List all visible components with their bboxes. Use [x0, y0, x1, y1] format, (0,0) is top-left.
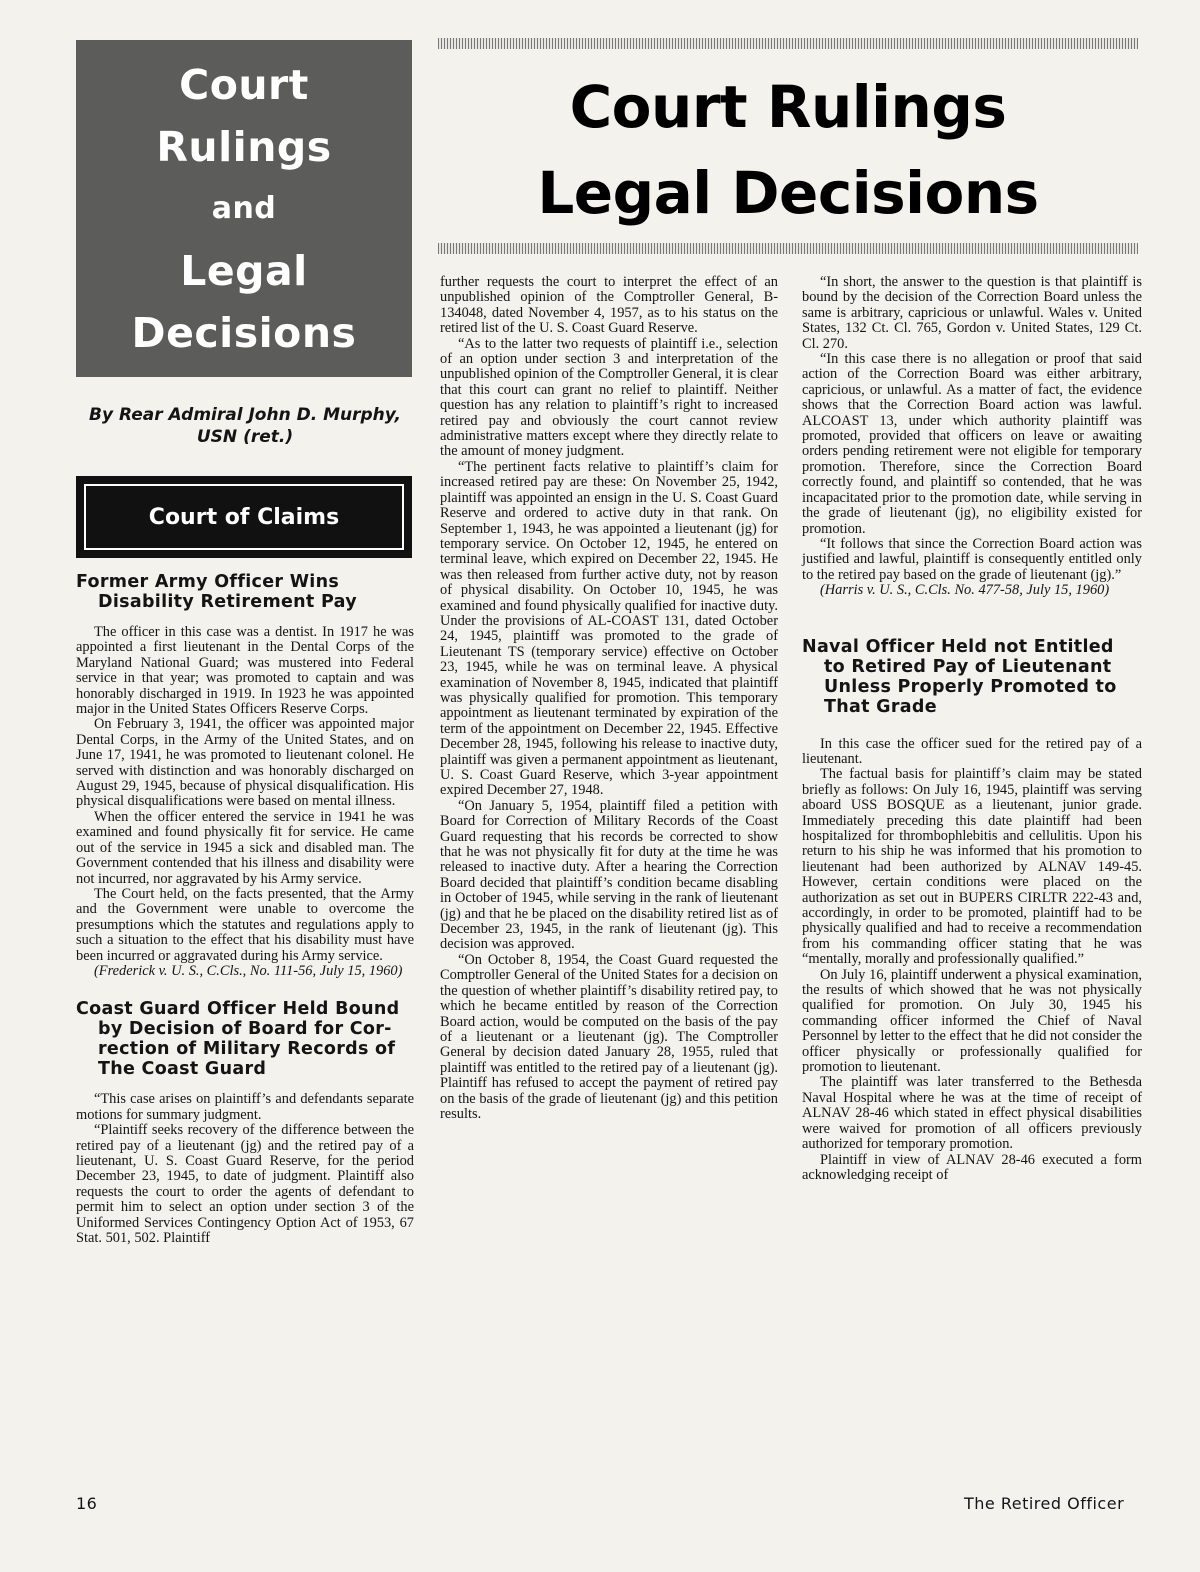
byline [70, 404, 420, 448]
title-line: and [211, 190, 277, 226]
article-heading [802, 637, 1142, 717]
paragraph: “This case arises on plaintiff’s and defendants separate motions for summary judgment. [76, 1091, 414, 1123]
heading-line: by Decision of Board for Cor- [98, 1019, 392, 1040]
paragraph: “Plaintiff seeks recovery of the difference between the retired pay of a lieutenant (jg) and the retired pay of a lieutenant, U. S. Coast Guard Reserve, for the period December 23, 1945, to date of judgment. Plaintiff also requests the court to order the agents of defendant to permit him to select an option under section 3 of the Uniformed Services Contingency Option Act of 1953, 67 Stat. 501, 502. Plaintiff [76, 1122, 414, 1246]
paragraph: The officer in this case was a dentist. In 1917 he was appointed a first lieutenant in the Dental Corps of the Maryland National Guard; was mustered into Federal service in that year; was promoted to captain and was honorably discharged in 1919. In 1923 he was appointed major in the United States Officers Reserve Corps. [76, 624, 414, 718]
title-box [76, 40, 412, 377]
heading-line: That Grade [824, 696, 937, 717]
byline-line: USN (ret.) [196, 427, 294, 447]
heading-line: Disability Retirement Pay [98, 592, 357, 612]
paragraph: The Court held, on the facts presented, that the Army and the Government were unable to overcome the presumptions which the statutes and regulations apply to such a situation to the effect that his disability must have been incurred or aggravated during his Army service. [76, 885, 414, 964]
byline-line: By Rear Admiral John D. Murphy, [89, 405, 401, 425]
heading-line: rection of Military Records of [98, 1039, 396, 1060]
paragraph: “On October 8, 1954, the Coast Guard requested the Comptroller General of the United States for a decision on the question of whether plaintiff’s disability retired pay, to which he became entitled by reason of the Correction Board action, would be computed on the basis of the pay of a lieutenant or a lieutenant (jg). The Comptroller General by decision dated January 28, 1955, ruled that plaintiff was entitled to the retired pay of a lieutenant (jg). Plaintiff has refused to accept the payment of retired pay on the basis of the grade of lieutenant (jg) and this petition results. [440, 951, 778, 1122]
heading-line: The Coast Guard [98, 1059, 267, 1080]
masthead-line: Legal Decisions [537, 159, 1039, 227]
paragraph: The factual basis for plaintiff’s claim may be stated briefly as follows: On July 16, 1945, plaintiff was serving aboard USS BOSQUE as a lieutenant, junior grade. Immediately preceding this date plaintiff had been hospitalized for thrombophlebitis and cellulitis. Upon his return to his ship he was informed that his promotion to lieutenant had been authorized by ALNAV 149-45. However, certain conditions were placed on the authorization as set out in BUPERS CIRLTR 222-43 and, accordingly, in order to be promoted, plaintiff had to be physically qualified and had to receive a recommendation from his commanding officer stating that he was “mentally, morally and professionally qualified.” [802, 766, 1142, 968]
heading-line: Former Army Officer Wins [76, 572, 340, 592]
paragraph: “It follows that since the Correction Board action was justified and lawful, plaintiff is consequently entitled only to the retired pay based on the grade of lieutenant (jg).” [802, 535, 1142, 583]
paragraph: When the officer entered the service in 1941 he was examined and found physically fit for service. He came out of the service in 1945 a sick and disabled man. The Government contended that his illness and disability were not incurred, nor aggravated by his Army service. [76, 808, 414, 887]
heading-line: Unless Properly Promoted to [824, 676, 1117, 697]
title-line: Legal [180, 246, 308, 295]
column-2 [440, 275, 778, 1122]
masthead-title [438, 64, 1138, 236]
paragraph: “As to the latter two requests of plaintiff i.e., selection of an option under section 3 and interpretation of the unpublished opinion of the Comptroller General, it is clear that this court can grant no relief to plaintiff. Neither question has any relation to plaintiff’s right to increased retired pay and obviously the court cannot review administrative matters except where they directly relate to the amount of money judgment. [440, 335, 778, 460]
paragraph: In this case the officer sued for the retired pay of a lieutenant. [802, 735, 1142, 767]
title-line: Court [179, 60, 309, 109]
paragraph: “The pertinent facts relative to plaintiff’s claim for increased retired pay are these: On November 25, 1942, plaintiff was appointed an ensign in the U. S. Coast Guard Reserve and ordered to active duty in that rank. On September 1, 1943, he was appointed a lieutenant (jg) for temporary service. On October 12, 1945, he entered on terminal leave, which expired on December 22, 1945. He was then released from further active duty, not by reason of physical disability. On October 10, 1945, he was examined and found physically qualified for inactive duty. Under the provisions of AL-COAST 131, dated October 24, 1945, plaintiff was promoted to the grade of Lieutenant TS (temporary service) effective on October 23, 1945, while he was on terminal leave. A physical examination of November 8, 1945, indicated that plaintiff was physically qualified for promotion. This temporary appointment as lieutenant terminated by expiration of the term of the appointment on December 22, 1945. Effective December 28, 1945, following his release to inactive duty, plaintiff was given a permanent appointment as lieutenant, U. S. Coast Guard Reserve, which 3-year appointment expired December 27, 1948. [440, 458, 778, 799]
title-line: Decisions [131, 308, 357, 357]
section-label: Court of Claims [84, 484, 404, 550]
heading-line: Naval Officer Held not Entitled [802, 636, 1114, 657]
section-label-box [76, 476, 412, 558]
paragraph: “On January 5, 1954, plaintiff filed a petition with Board for Correction of Military Records of the Coast Guard requesting that his records be corrected to show that he was not physically fit for duty at the time he was released to inactive duty. After a hearing the Correction Board decided that plaintiff’s condition became disabling in October of 1945, while serving in the rank of lieutenant (jg) and that he be placed on the disability retired list as of December 23, 1945, in the rank of lieutenant (jg). This decision was approved. [440, 797, 778, 953]
paragraph: “In short, the answer to the question is that plaintiff is bound by the decision of the Correction Board unless the same is arbitrary, capricious or unlawful. Wales v. United States, 132 Ct. Cl. 765, Gordon v. United States, 129 Ct. Cl. 270. [802, 274, 1142, 352]
publication-name: The Retired Officer [964, 1494, 1125, 1513]
article-heading [76, 572, 414, 612]
paragraph: “In this case there is no allegation or proof that said action of the Correction Board was either arbitrary, capricious, or unlawful. As a matter of fact, the evidence shows that the Correction Board action was lawful. ALCOAST 13, under which authority plaintiff was promoted, provided that officers on leave or awaiting orders pending retirement were not eligible for temporary promotion. Therefore, since the Correction Board correctly found, and plaintiff so contended, that he was incapacitated prior to the promotion date, while serving in the grade of lieutenant (jg), no eligibility existed for promotion. [802, 351, 1142, 537]
page-number: 16 [76, 1494, 98, 1513]
article-heading [76, 999, 414, 1079]
paragraph: Plaintiff in view of ALNAV 28-46 executed a form acknowledging receipt of [802, 1151, 1142, 1183]
heading-line: Coast Guard Officer Held Bound [76, 999, 400, 1020]
paragraph: On July 16, plaintiff underwent a physical examination, the results of which showed that he was not physically qualified for promotion. On July 30, 1945 his commanding officer informed the Chief of Naval Personnel by letter to the effect that he did not consider the officer physically or professionally qualified for promotion to lieutenant. [802, 966, 1142, 1076]
paragraph: The plaintiff was later transferred to the Bethesda Naval Hospital where he was at the time of receipt of ALNAV 28-46 which stated in effect physical disabilities were waived for promotion of all officers previously authorized for temporary promotion. [802, 1074, 1142, 1153]
top-stripe-divider [438, 38, 1138, 49]
paragraph: On February 3, 1941, the officer was appointed major Dental Corps, in the Army of the United States, and on June 17, 1941, he was promoted to lieutenant colonel. He served with distinction and was honorably discharged on August 29, 1945, because of physical disqualification. His physical disqualifications were based on mental illness. [76, 716, 414, 810]
case-citation: (Harris v. U. S., C.Cls. No. 477-58, July 15, 1960) [820, 582, 1110, 599]
masthead-line: Court Rulings [569, 73, 1007, 141]
column-3 [802, 275, 1142, 1183]
title-line: Rulings [156, 122, 332, 171]
case-citation: (Frederick v. U. S., C.Cls., No. 111-56, July 15, 1960) [94, 962, 403, 979]
paragraph: further requests the court to interpret the effect of an unpublished opinion of the Comptroller General, B-134048, dated November 4, 1957, as to his status on the retired list of the U. S. Coast Guard Reserve. [440, 274, 778, 337]
bottom-stripe-divider [438, 243, 1138, 254]
column-1 [76, 572, 414, 1246]
heading-line: to Retired Pay of Lieutenant [824, 656, 1112, 677]
